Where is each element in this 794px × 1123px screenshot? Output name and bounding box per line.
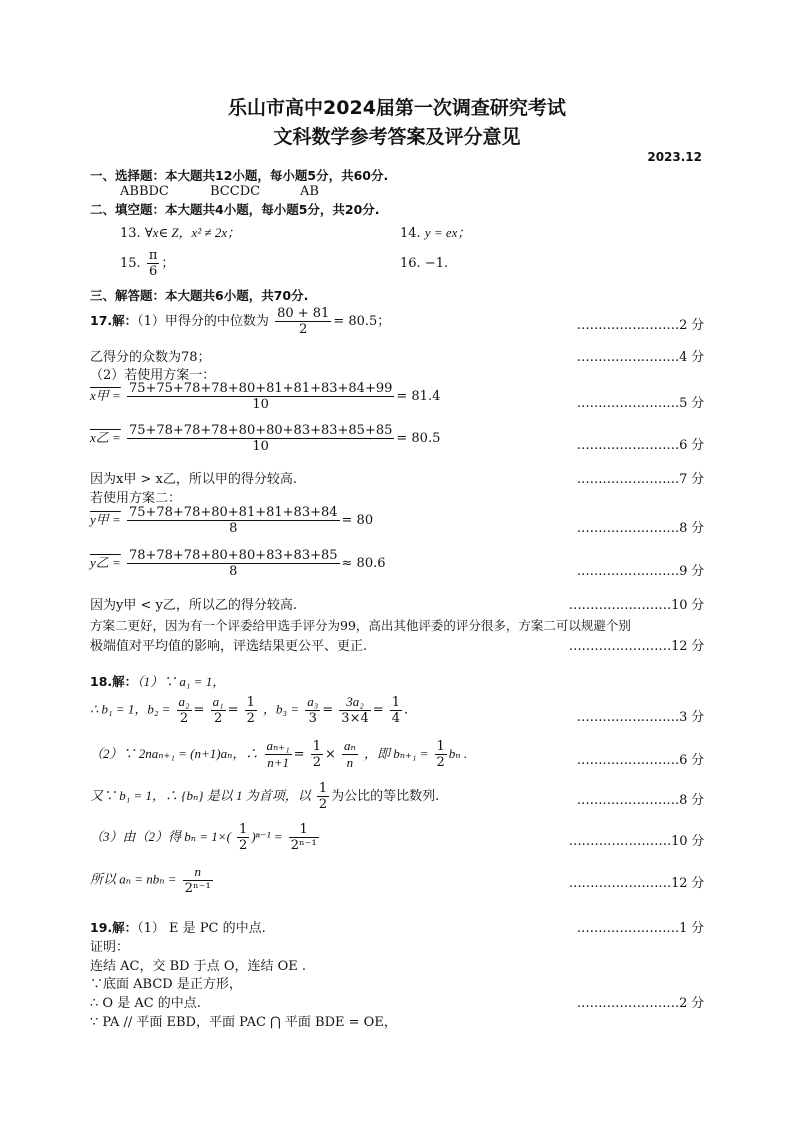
q17-line-9: y乙 = $\frac{78+78+78+80+80+83+83+85}{8}$ ≈ 80.6 — [90, 548, 386, 579]
section-choice-title: 一、选择题：本大题共12小题，每小题5分，共60分. — [90, 168, 389, 183]
score-mark: ……………………1 分 — [576, 921, 704, 936]
score-mark: ……………………8 分 — [576, 521, 704, 536]
q19-line-3: 连结 AC，交 BD 于点 O，连结 OE . — [90, 959, 307, 974]
q17-line-11a: 方案二更好，因为有一个评委给甲选手评分为99，高出其他评委的评分很多，方案二可以规避个别 — [90, 618, 631, 633]
choice-answers-1: ABBDC — [120, 184, 169, 199]
q18-line-1: 18.解：（1）∵ a₁ = 1， — [90, 674, 226, 689]
q17-line-7: 若使用方案二： — [90, 491, 182, 506]
q18-line-4: 又∵ b₁ = 1，∴ {bₙ} 是以 1 为首项，以 $\frac{1}{2}$ 为公比的等比数列. — [90, 781, 440, 812]
score-mark: ……………………6 分 — [576, 753, 704, 768]
q17-line-6: 因为x甲 > x乙，所以甲的得分较高. — [90, 472, 297, 487]
score-mark: ……………………7 分 — [576, 472, 704, 487]
q17-line-5: x乙 = $\frac{75+78+78+78+80+80+83+83+85+85}{10}$ = 80.5 — [90, 423, 441, 454]
q19-line-5: ∴ O 是 AC 的中点. — [90, 996, 201, 1011]
answer-13: 13. ∀x∈ Z，x² ≠ 2x； — [120, 225, 241, 241]
score-mark: ……………………9 分 — [576, 564, 704, 579]
score-mark: ……………………10 分 — [568, 834, 704, 849]
q17-line-3: （2）若使用方案一： — [90, 368, 216, 383]
page-subtitle: 文科数学参考答案及评分意见 — [273, 126, 521, 148]
q19-line-4: ∵底面 ABCD 是正方形， — [90, 977, 242, 992]
q17-line-4: x甲 = $\frac{75+75+78+78+80+81+81+83+84+99}{10}$ = 81.4 — [90, 381, 441, 412]
q18-line-6: 所以 aₙ = nbₙ = $\frac{n}{\text{2ⁿ⁻¹}}$ — [90, 864, 211, 896]
q17-line-10: 因为y甲 < y乙，所以乙的得分较高. — [90, 598, 297, 613]
answer-14: 14. y = ex； — [400, 225, 471, 241]
score-mark: ……………………6 分 — [576, 438, 704, 453]
section-fill-title: 二、填空题：本大题共4小题，每小题5分，共20分. — [90, 202, 380, 217]
score-mark: ……………………12 分 — [568, 876, 704, 891]
date: 2023.12 — [647, 150, 702, 164]
score-mark: ……………………10 分 — [568, 598, 704, 613]
score-mark: ……………………8 分 — [576, 793, 704, 808]
q18-line-3: （2）∵ 2naₙ₊₁ = (n+1)aₙ，∴ $\frac{\text{aₙ₊₁}}{n+1}$ = $\frac{1}{2}$ × $\frac{\text{aₙ}}{n}$ ，即 bₙ₊₁ = $\frac{1}{2}$ bₙ . — [90, 738, 468, 770]
q18-line-2: ∴ b₁ = 1，b₂ = $\frac{\text{a₂}}{2}$ = $\frac{\text{a₁}}{2}$ = $\frac{1}{2}$ ，b₃ = $\frac{\text{a₃}}{3}$ = $\frac{\text{3a₂}}{3\times 4}$ = $\frac{1}{4}$ . — [90, 694, 409, 726]
answer-16: 16. −1. — [400, 256, 449, 271]
choice-answers-2: BCCDC — [210, 184, 261, 199]
score-mark: ……………………5 分 — [576, 396, 704, 411]
section-solution-title: 三、解答题：本大题共6小题，共70分. — [90, 288, 309, 303]
q17-line-2: 乙得分的众数为78； — [90, 350, 211, 365]
q19-line-1: 19.解：（1） E 是 PC 的中点. — [90, 920, 266, 936]
score-mark: ……………………3 分 — [576, 710, 704, 725]
score-mark: ……………………12 分 — [568, 639, 704, 654]
page-title: 乐山市高中2024届第一次调查研究考试 — [228, 97, 566, 119]
score-mark: ……………………2 分 — [576, 318, 704, 333]
q17-line-11b: 极端值对平均值的影响，评选结果更公平、更正. — [90, 639, 368, 654]
q19-line-2: 证明： — [90, 940, 130, 955]
q17-line-1: 17.解：（1）甲得分的中位数为 $\frac{80 + 81}{2}$ = 80.5； — [90, 306, 391, 337]
score-mark: ……………………2 分 — [576, 996, 704, 1011]
q18-line-5: （3）由（2）得 bₙ = 1×( $\frac{1}{2}$ )ⁿ⁻¹ = $\frac{1}{\text{2ⁿ⁻¹}}$ — [90, 822, 317, 853]
score-mark: ……………………4 分 — [576, 350, 704, 365]
q19-line-6: ∵ PA // 平面 EBD，平面 PAC ⋂ 平面 BDE = OE， — [90, 1015, 397, 1030]
answer-15: 15. $\frac{\pi}{6}$ ； — [120, 248, 175, 279]
choice-answers-3: AB — [300, 184, 319, 199]
q17-line-8: y甲 = $\frac{75+78+78+80+81+81+83+84}{8}$ = 80 — [90, 505, 374, 536]
